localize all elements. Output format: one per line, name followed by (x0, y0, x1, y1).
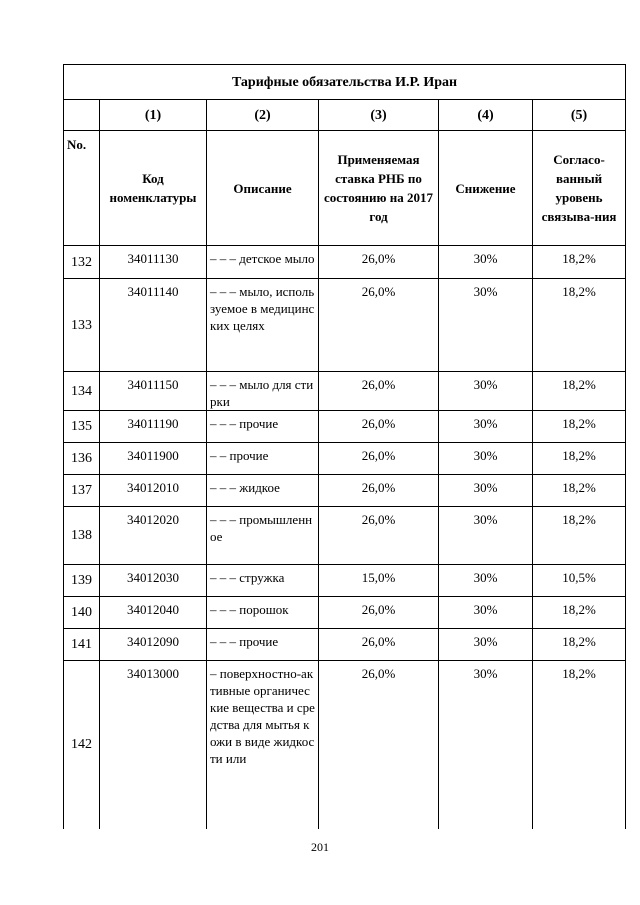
header-no: No. (64, 131, 100, 246)
mfn-rate: 26,0% (319, 661, 439, 829)
table-row (64, 661, 626, 829)
tariff-code: 34011150 (100, 372, 207, 411)
col-number-1: (1) (100, 100, 207, 131)
bound-rate: 18,2% (533, 629, 626, 661)
table-row (64, 372, 626, 411)
mfn-rate: 26,0% (319, 246, 439, 279)
mfn-rate: 26,0% (319, 475, 439, 507)
tariff-code: 34012020 (100, 507, 207, 565)
mfn-rate: 15,0% (319, 565, 439, 597)
col-number-blank (64, 100, 100, 131)
table-row (64, 629, 626, 661)
description: – – – прочие (207, 411, 319, 443)
table-row (64, 279, 626, 372)
reduction: 30% (439, 475, 533, 507)
bound-rate: 18,2% (533, 279, 626, 372)
bound-rate: 18,2% (533, 475, 626, 507)
mfn-rate: 26,0% (319, 443, 439, 475)
bound-rate: 10,5% (533, 565, 626, 597)
row-number: 134 (64, 372, 100, 411)
tariff-code: 34012090 (100, 629, 207, 661)
row-number: 142 (64, 661, 100, 829)
tariff-code: 34011140 (100, 279, 207, 372)
header-description: Описание (207, 131, 319, 246)
col-number-4: (4) (439, 100, 533, 131)
bound-rate: 18,2% (533, 597, 626, 629)
header-mfn-rate: Применяемая ставка РНБ по состоянию на 2017 год (319, 131, 439, 246)
header-reduction: Снижение (439, 131, 533, 246)
reduction: 30% (439, 629, 533, 661)
row-number: 139 (64, 565, 100, 597)
table-row (64, 475, 626, 507)
mfn-rate: 26,0% (319, 507, 439, 565)
reduction: 30% (439, 279, 533, 372)
description: – – прочие (207, 443, 319, 475)
row-number: 141 (64, 629, 100, 661)
reduction: 30% (439, 507, 533, 565)
table-row (64, 443, 626, 475)
mfn-rate: 26,0% (319, 279, 439, 372)
table-row (64, 597, 626, 629)
col-number-2: (2) (207, 100, 319, 131)
bound-rate: 18,2% (533, 411, 626, 443)
bound-rate: 18,2% (533, 661, 626, 829)
header-code: Код номенклатуры (100, 131, 207, 246)
tariff-table (63, 64, 626, 829)
bound-rate: 18,2% (533, 372, 626, 411)
description: – – – промышленное (207, 507, 319, 565)
reduction: 30% (439, 411, 533, 443)
tariff-code: 34013000 (100, 661, 207, 829)
table-row (64, 507, 626, 565)
reduction: 30% (439, 443, 533, 475)
description: – – – жидкое (207, 475, 319, 507)
reduction: 30% (439, 661, 533, 829)
reduction: 30% (439, 565, 533, 597)
header-row (64, 131, 626, 246)
page-number: 201 (311, 840, 329, 854)
row-number: 132 (64, 246, 100, 279)
bound-rate: 18,2% (533, 507, 626, 565)
table-row (64, 246, 626, 279)
tariff-code: 34012030 (100, 565, 207, 597)
mfn-rate: 26,0% (319, 411, 439, 443)
tariff-code: 34011130 (100, 246, 207, 279)
header-bound-rate: Согласо-ванный уровень связыва-ния (533, 131, 626, 246)
table-row (64, 565, 626, 597)
row-number: 140 (64, 597, 100, 629)
tariff-code: 34011900 (100, 443, 207, 475)
row-number: 138 (64, 507, 100, 565)
description: – – – мыло для стирки (207, 372, 319, 411)
bound-rate: 18,2% (533, 443, 626, 475)
description: – поверхностно-активные органические вещества и средства для мытья кожи в виде жидкости или (207, 661, 319, 829)
column-number-row (64, 100, 626, 131)
mfn-rate: 26,0% (319, 372, 439, 411)
description: – – – стружка (207, 565, 319, 597)
description: – – – прочие (207, 629, 319, 661)
description: – – – мыло, используемое в медицинских целях (207, 279, 319, 372)
row-number: 135 (64, 411, 100, 443)
col-number-3: (3) (319, 100, 439, 131)
table-row (64, 411, 626, 443)
description: – – – порошок (207, 597, 319, 629)
tariff-code: 34012010 (100, 475, 207, 507)
table-title: Тарифные обязательства И.Р. Иран (64, 65, 626, 100)
tariff-code: 34012040 (100, 597, 207, 629)
col-number-5: (5) (533, 100, 626, 131)
description: – – – детское мыло (207, 246, 319, 279)
bound-rate: 18,2% (533, 246, 626, 279)
tariff-code: 34011190 (100, 411, 207, 443)
row-number: 136 (64, 443, 100, 475)
reduction: 30% (439, 372, 533, 411)
reduction: 30% (439, 246, 533, 279)
row-number: 133 (64, 279, 100, 372)
row-number: 137 (64, 475, 100, 507)
mfn-rate: 26,0% (319, 629, 439, 661)
mfn-rate: 26,0% (319, 597, 439, 629)
reduction: 30% (439, 597, 533, 629)
